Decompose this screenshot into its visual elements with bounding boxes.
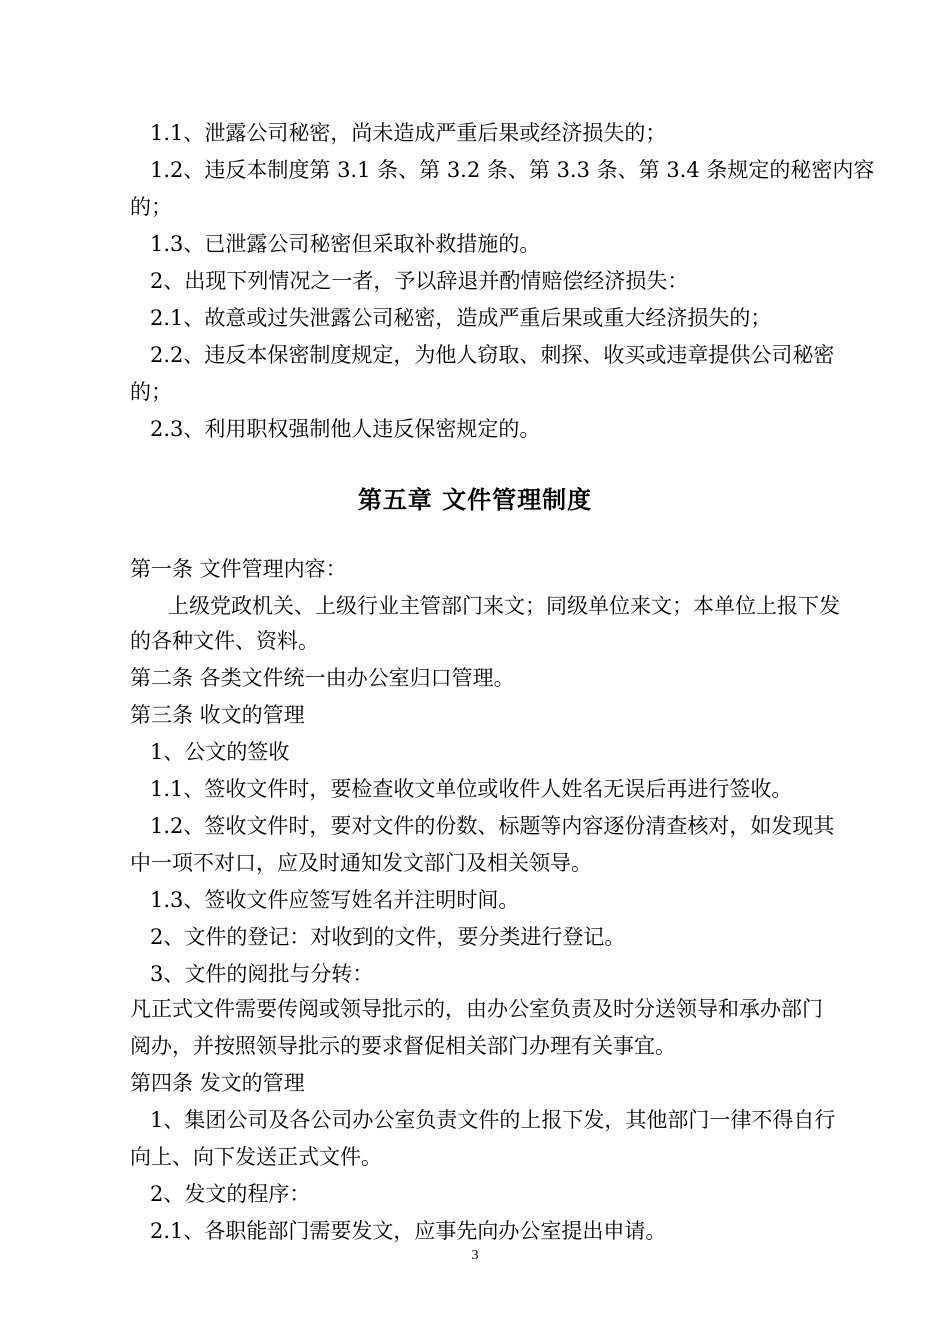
send-item-1-cont: 向上、向下发送正式文件。 (130, 1145, 382, 1169)
send-item-1: 1、集团公司及各公司办公室负责文件的上报下发，其他部门一律不得自行 (150, 1108, 836, 1132)
receive-item-1-1: 1.1、签收文件时，要检查收文单位或收件人姓名无误后再进行签收。 (150, 777, 793, 801)
receive-item-3-body-cont: 阅办，并按照领导批示的要求督促相关部门办理有关事宜。 (130, 1034, 676, 1058)
clause-1-2: 1.2、违反本制度第 3.1 条、第 3.2 条、第 3.3 条、第 3.4 条规定的秘密内容 (150, 158, 875, 182)
receive-item-1-2: 1.2、签收文件时，要对文件的份数、标题等内容逐份清查核对，如发现其 (150, 814, 835, 838)
clause-2-2-cont: 的； (130, 380, 172, 404)
receive-item-2: 2、文件的登记：对收到的文件，要分类进行登记。 (150, 925, 626, 949)
receive-item-3: 3、文件的阅批与分转： (150, 962, 374, 986)
page-number: 3 (471, 1248, 479, 1263)
send-item-2-1: 2.1、各职能部门需要发文，应事先向办公室提出申请。 (150, 1219, 667, 1243)
clause-2-2: 2.2、违反本保密制度规定，为他人窃取、刺探、收买或违章提供公司秘密 (150, 343, 835, 367)
clause-2-3: 2.3、利用职权强制他人违反保密规定的。 (150, 417, 541, 441)
receive-item-1: 1、公文的签收 (150, 740, 290, 764)
article-1-body: 上级党政机关、上级行业主管部门来文；同级单位来文；本单位上报下发 (168, 594, 840, 618)
article-1-body-cont: 的各种文件、资料。 (130, 629, 319, 653)
send-item-2: 2、发文的程序： (150, 1182, 311, 1206)
clause-2: 2、出现下列情况之一者，予以辞退并酌情赔偿经济损失： (150, 269, 689, 293)
article-2-title: 第二条 各类文件统一由办公室归口管理。 (130, 666, 515, 690)
clause-1-3: 1.3、已泄露公司秘密但采取补救措施的。 (150, 232, 541, 256)
chapter-heading: 第五章 文件管理制度 (357, 485, 593, 514)
clause-1-1: 1.1、泄露公司秘密，尚未造成严重后果或经济损失的； (150, 121, 667, 145)
receive-item-1-3: 1.3、签收文件应签写姓名并注明时间。 (150, 888, 520, 912)
article-4-title: 第四条 发文的管理 (130, 1071, 305, 1095)
clause-1-2-cont: 的； (130, 195, 172, 219)
article-3-title: 第三条 收文的管理 (130, 703, 305, 727)
receive-item-3-body: 凡正式文件需要传阅或领导批示的，由办公室负责及时分送领导和承办部门 (130, 997, 823, 1021)
article-1-title: 第一条 文件管理内容： (130, 557, 347, 581)
clause-2-1: 2.1、故意或过失泄露公司秘密，造成严重后果或重大经济损失的； (150, 306, 772, 330)
receive-item-1-2-cont: 中一项不对口，应及时通知发文部门及相关领导。 (130, 851, 592, 875)
